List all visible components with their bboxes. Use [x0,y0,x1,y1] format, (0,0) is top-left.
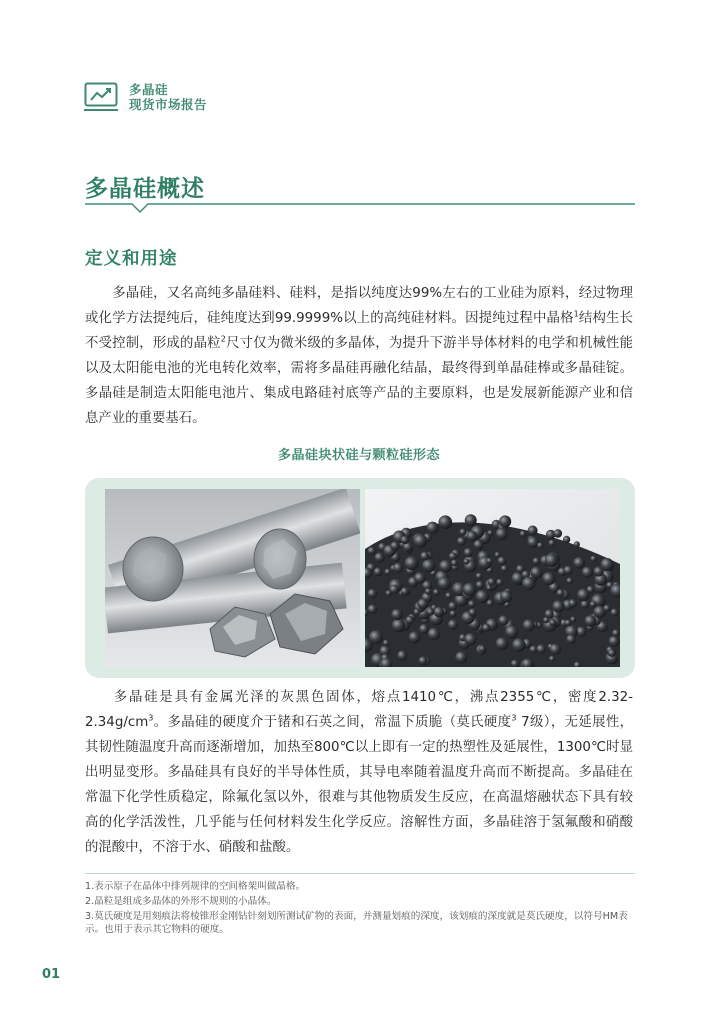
paragraph-text: 7级），无延展性，其韧性随温度升高而逐渐增加，加热至800℃以上即有一定的热塑性及延展性，1300℃时显出明显变形。多晶硅具有良好的半导体性质，其导电率随着温度升高而不断提高。多晶硅在常温下化学性质稳定，除氟化氢以外，很难与其他物质发生反应，在高温熔融状态下具有较高的化学活泼性，几乎能与任何材料发生化学反应。溶解性方面，多晶硅溶于氢氟酸和硝酸的混酸中，不溶于水、硝酸和盐酸。 [85,715,634,855]
paragraph-text: 结构生长不受控制，形成的晶粒 [85,311,633,351]
properties-paragraph [85,685,633,860]
paragraph-text: 多晶硅，又名高纯多晶硅料、硅料，是指以纯度达99%左右的工业硅为原料，经过物理或化学方法提纯后，硅纯度达到99.9999%以上的高纯硅材料。因提纯过程中晶格 [85,286,633,326]
chunk-polysilicon-photo [105,489,360,667]
report-header [84,82,207,112]
granular-silicon-photo [365,489,620,667]
figure-panel [85,478,635,678]
trend-chart-icon [84,82,118,112]
subsection-title: 定义和用途 [85,249,178,269]
footnote-ref-2: 2 [220,334,226,344]
header-title-line1: 多晶硅 [129,82,169,97]
page-number: 01 [42,967,61,982]
footnote: 1.表示原子在晶体中排列规律的空间格架叫做晶格。 [85,881,306,892]
footnote: 3.莫氏硬度是用刻痕法将棱锥形金刚钻针刻划所测试矿物的表面，并测量划痕的深度，该划痕的深度就是莫氏硬度，以符号HM表示。也用于表示其它物料的硬度。 [85,911,628,935]
section-divider [85,200,635,216]
footnote-ref-1: 1 [573,309,579,319]
footnote-ref-3: 3 [511,713,517,723]
definition-paragraph [85,281,633,431]
footnote-divider [85,873,635,874]
paragraph-text: 多晶硅是具有金属光泽的灰黑色固体，熔点1410℃，沸点2355℃，密度2.32-2.34g/cm [85,690,633,730]
superscript-unit: 3 [148,713,154,723]
paragraph-text: 尺寸仅为微米级的多晶体，为提升下游半导体材料的电学和机械性能以及太阳能电池的光电转化效率，需将多晶硅再融化结晶，最终得到单晶硅棒或多晶硅锭。多晶硅是制造太阳能电池片、集成电路硅衬底等产品的主要原料，也是发展新能源产业和信息产业的重要基石。 [85,336,634,426]
footnotes [85,880,635,938]
header-title-line2: 现货市场报告 [129,97,208,112]
section-title: 多晶硅概述 [85,176,205,202]
paragraph-text: 。多晶硅的硬度介于锗和石英之间，常温下质脆（莫氏硬度 [153,715,512,730]
footnote: 2.晶粒是组成多晶体的外形不规则的小晶体。 [85,896,277,907]
figure-caption: 多晶硅块状硅与颗粒硅形态 [277,448,440,463]
